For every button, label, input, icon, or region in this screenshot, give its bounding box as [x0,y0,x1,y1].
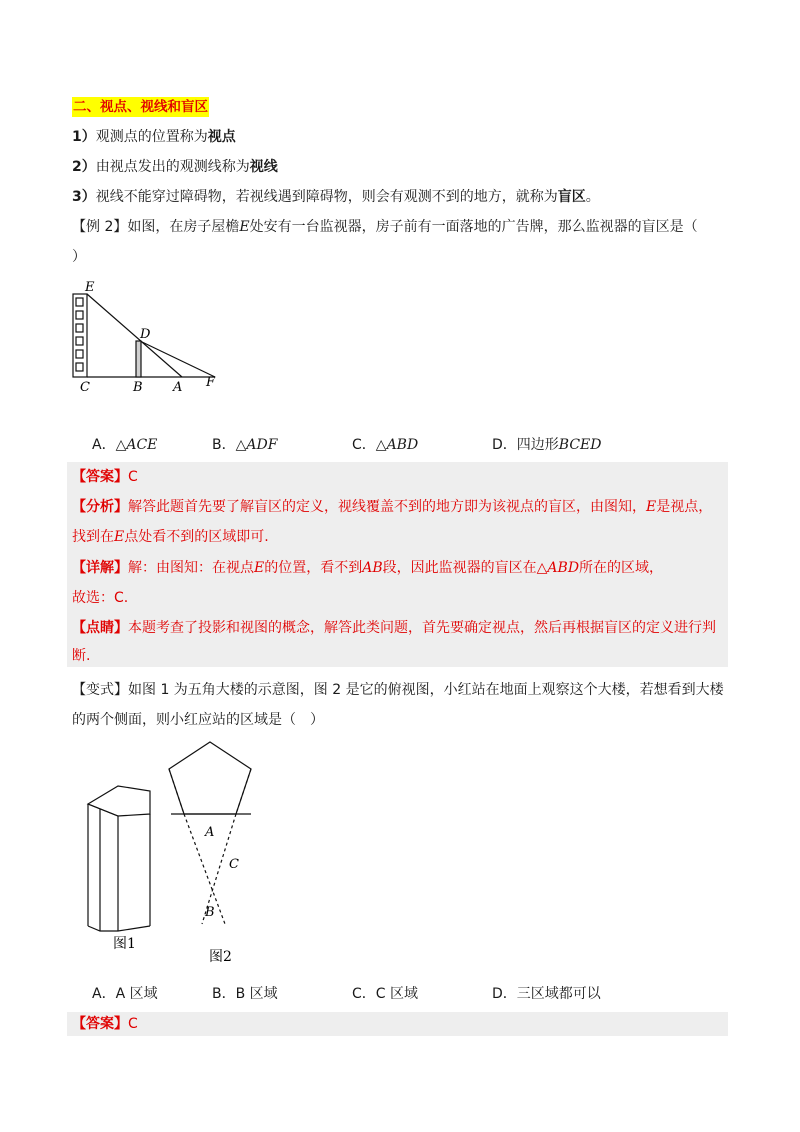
detail-line1: 【详解】解：由图知：在视点E的位置，看不到AB段，因此监视器的盲区在△ABD所在的区域， [72,560,664,576]
example2-question-line1 [72,217,698,237]
answer-line [72,467,138,487]
billboard [136,341,141,377]
definition-number: 3） [72,189,96,205]
definition-2 [72,157,278,177]
example2-text-1: 如图，在房子屋檐 [127,219,240,235]
variant-question-line1: 【变式】如图 1 为五角大楼的示意图，图 2 是它的俯视图，小红站在地面上观察这个大楼，若想看到大楼 [72,682,724,698]
definition-text: 观测点的位置称为 [95,129,208,145]
definition-text: 由视点发出的观测线称为 [95,159,250,175]
example2-label: 【例 2】 [72,219,128,235]
variant-option-a[interactable]: A．A 区域 [92,986,158,1002]
sight-line-df [140,341,215,377]
region-c-label: C [229,857,239,872]
house-window [76,363,83,371]
variant-answer-block [67,1012,728,1036]
example2-var-e: E [239,219,250,235]
house-window [76,311,83,319]
analysis-label: 【分析】 [72,499,128,515]
example2-question-line2: ） [72,249,86,265]
definition-number: 1） [72,129,96,145]
example2-option-c[interactable]: C．△ABD [352,437,419,453]
example2-text-2: 处安有一台监视器，房子前有一面落地的广告牌，那么监视器的盲区是（ [249,219,698,235]
example2-figure [70,280,230,395]
variant-question-line2: 的两个侧面，则小红应站的区域是（ ） [72,712,324,728]
label-b: B [133,380,143,395]
example2-option-b[interactable]: B．△ADF [212,437,278,453]
comment-line1: 【点睛】本题考查了投影和视图的概念，解答此类问题，首先要确定视点，然后再根据盲区的定义进行判 [72,620,716,636]
analysis-line1: 【分析】解答此题首先要了解盲区的定义，视线覆盖不到的地方即为该视点的盲区，由图知，E是视点， [72,499,713,515]
comment-label: 【点睛】 [72,620,128,636]
variant-answer-label: 【答案】 [72,1016,128,1032]
figure-2-top-view [165,740,275,970]
definition-term: 盲区 [557,189,586,205]
definition-term: 视线 [249,159,278,175]
label-d: D [140,327,151,342]
label-a: A [173,380,183,395]
example2-option-d[interactable]: D．四边形BCED [492,437,602,453]
figure-2-caption: 图2 [209,949,232,965]
house-window [76,337,83,345]
figure-1-caption: 图1 [113,936,136,952]
figure-1-prism [78,776,168,956]
sight-line-ea [87,294,182,377]
variant-option-d[interactable]: D．三区域都可以 [492,986,601,1002]
definition-text: 视线不能穿过障碍物，若视线遇到障碍物，则会有观测不到的地方，就称为 [95,189,558,205]
analysis-line2: 找到在E点处看不到的区域即可. [72,529,269,545]
label-f: F [206,375,216,390]
house-window [76,350,83,358]
label-e: E [85,280,95,295]
section-title: 二、视点、视线和盲区 [73,99,208,115]
example2-option-a[interactable]: A．△ACE [92,437,158,453]
region-b-label: B [205,905,215,920]
detail-line2: 故选：C. [72,590,129,606]
comment-line2: 断. [72,648,91,664]
prism-top-face [88,786,150,816]
definition-term: 视点 [207,129,236,145]
variant-option-c[interactable]: C．C 区域 [352,986,419,1002]
label-c: C [80,380,90,395]
pentagon [169,742,251,814]
definition-number: 2） [72,159,96,175]
definition-3 [72,187,600,207]
answer-label: 【答案】 [72,469,128,485]
definition-1 [72,127,236,147]
definition-tail: 。 [585,189,600,205]
answer-value: C [128,469,138,485]
variant-option-b[interactable]: B．B 区域 [212,986,278,1002]
detail-label: 【详解】 [72,560,128,576]
variant-label: 【变式】 [72,682,128,698]
region-a-label: A [205,825,215,840]
variant-answer-line [72,1014,138,1034]
variant-answer-value: C [128,1016,138,1032]
house-window [76,298,83,306]
house-window [76,324,83,332]
